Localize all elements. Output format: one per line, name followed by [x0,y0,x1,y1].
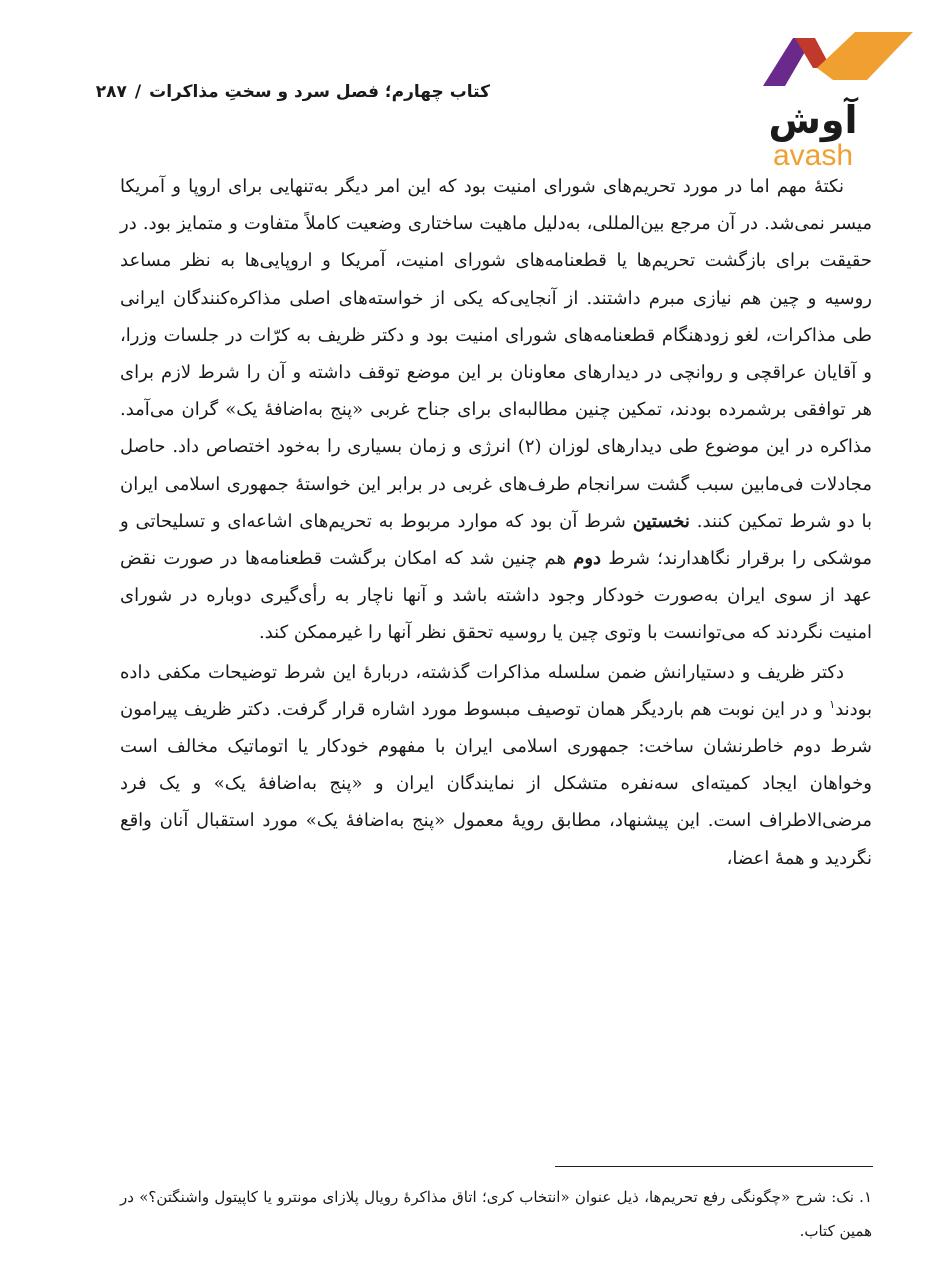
body-text [120,168,872,877]
paragraph-2 [120,654,872,877]
logo-mark-icon [763,28,913,88]
logo-text-en: avash [772,139,854,172]
avash-logo [755,22,925,172]
paragraph-1-part-2: شرط آن بود که موارد مربوط به تحریم‌های اشاعه‌ای و تسلیحاتی و موشکی را برقرار نگاهدارند؛ شرط [120,510,872,570]
paragraph-1 [120,168,872,652]
footnote: ۱. نک: شرح «چگونگی رفع تحریم‌ها، ذیل عنوان «انتخاب کری؛ اتاق مذاکرهٔ رویال پلازای مونترو یا کاپیتول واشنگتن؟» در همین کتاب. [120,1188,872,1240]
page-number: ۲۸۷ [95,82,127,102]
logo-text-fa: آوش [768,98,858,142]
paragraph-1-part-1: نکتهٔ مهم اما در مورد تحریم‌های شورای امنیت بود که این امر دیگر به‌تنهایی برای اروپا و آمریکا میسر نمی‌شد. در آن مرجع بین‌المللی، به‌دلیل ماهیت ساختاری وضعیت کاملاً متفاوت و متمایز بود. در حقیقت برای بازگشت تحریم‌ها یا قطعنامه‌های شورای امنیت، آمریکا و اروپایی‌ها به نظر مساعد روسیه و چین هم نیازی مبرم داشتند. از آنجایی‌که یکی از خواسته‌های اصلی مذاکره‌کنندگان ایرانی طی مذاکرات، لغو زودهنگام قطعنامه‌های شورای امنیت بود و دکتر ظریف به کرّات در جلسات وزرا، و آقایان عراقچی و روانچی در دیدارهای معاونان بر این موضع توقف داشته و آن را شرط لازم برای هر توافقی برشمرده بودند، تمکین چنین مطالبه‌ای برای جناح غربی «پنج به‌اضافهٔ یک» گران می‌آمد. مذاکره در این موضوع طی دیدارهای لوزان (۲) انرژی و زمان بسیاری را به‌خود اختصاص داد. حاصل مجادلات فی‌مابین سبب گشت سرانجام طرف‌های غربی در برابر این خواستهٔ جمهوری اسلامی ایران با دو شرط تمکین کنند. [120,176,873,532]
paragraph-2-part-1: دکتر ظریف و دستیارانش ضمن سلسله مذاکرات گذشته، دربارهٔ این شرط توضیحات مکفی داده بودند [120,661,872,720]
header-title: کتاب چهارم؛ فصل سرد و سختِ مذاکرات [149,82,490,102]
footnote-ref: ۱ [829,697,836,711]
footnote-divider [555,1166,873,1167]
bold-second: دوم [573,548,602,570]
running-header [95,82,490,102]
header-separator: / [134,82,142,102]
paragraph-1-part-3: هم چنین شد که امکان برگشت قطعنامه‌ها در صورت نقض عهد از سوی ایران به‌صورت خودکار وجود داشته باشد و آنها ناچار به رأی‌گیری دوباره در شورای امنیت نگردند که می‌توانست با وتوی چین یا روسیه تحقق نظر آنها را غیرممکن کند. [120,548,872,644]
paragraph-2-part-2: و در این نوبت هم باردیگر همان توصیف مبسوط مورد اشاره قرار گرفت. دکتر ظریف پیرامون شرط دوم خاطرنشان ساخت: جمهوری اسلامی ایران با مفهوم خودکار یا اتوماتیک مخالف است وخواهان ایجاد کمیته‌ای سه‌نفره متشکل از نمایندگان ایران و «پنج به‌اضافهٔ یک» و یک فرد مرضی‌الاطراف است. این پیشنهاد، مطابق رویهٔ معمول «پنج به‌اضافهٔ یک» مورد استقبال آنان واقع نگردید و همهٔ اعضا، [120,698,872,869]
logo-orange-shape [817,32,913,80]
bold-first: نخستین [632,510,690,532]
